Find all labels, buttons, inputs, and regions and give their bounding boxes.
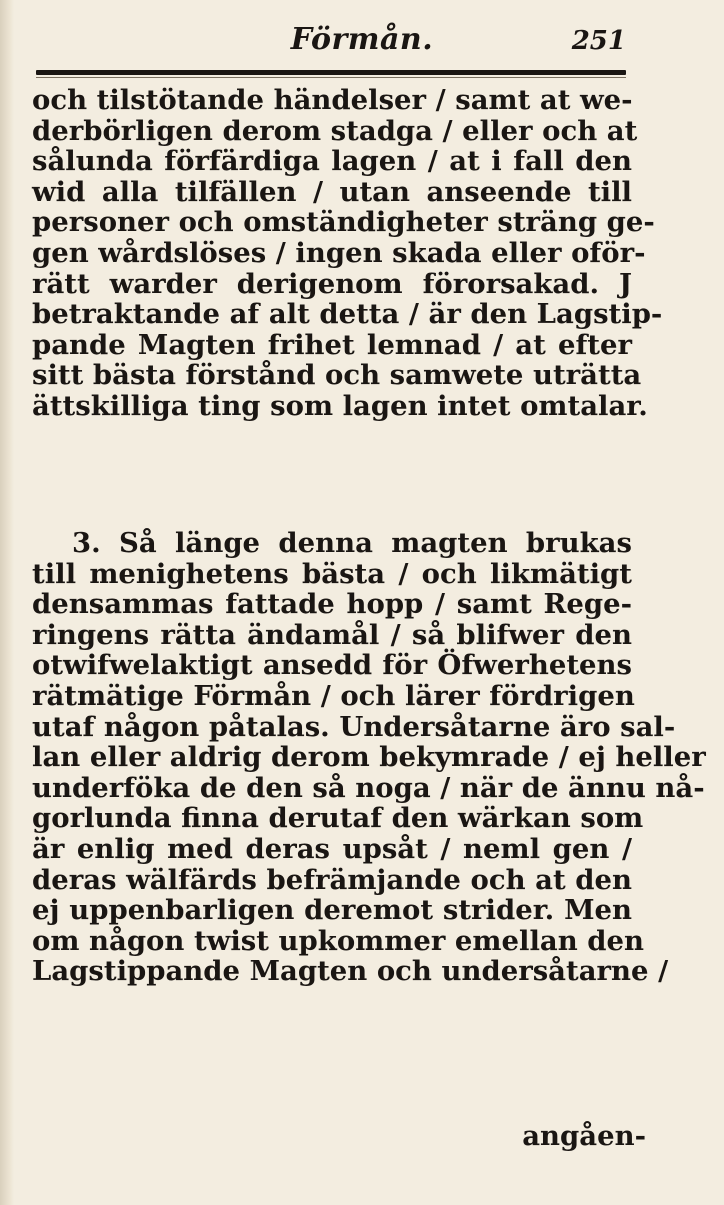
- text-line: underföka de den så noga / när de ännu nå-: [32, 771, 705, 804]
- text-line: utaf någon påtalas. Undersåtarne äro sal-: [32, 710, 676, 743]
- scan-edge-shadow: [0, 0, 14, 1205]
- catchword: angåen-: [522, 1120, 646, 1152]
- paragraph-2: [32, 527, 706, 988]
- text-line: derbörligen derom stadga / eller och at: [32, 114, 638, 147]
- text-line: deras wälfärds befrämjande och at den: [32, 863, 632, 896]
- text-line: rätt warder derigenom förorsakad. J: [32, 267, 632, 300]
- text-line: och tilstötande händelser / samt at we-: [32, 84, 633, 116]
- text-line: 3. Så länge denna magten brukas: [72, 527, 632, 559]
- header-rule: [36, 70, 626, 75]
- text-line: personer och omständigheter sträng ge-: [32, 206, 655, 239]
- text-line: ringens rätta ändamål / så blifwer den: [32, 618, 632, 651]
- text-line: densammas fattade hopp / samt Rege-: [32, 588, 632, 621]
- text-line: betraktande af alt detta / är den Lagstip-: [32, 298, 663, 331]
- header-rule-thin: [36, 77, 626, 78]
- text-line: gorlunda finna derutaf den wärkan som: [32, 802, 644, 835]
- text-line: ej uppenbarligen deremot strider. Men: [32, 894, 632, 927]
- text-line: sitt bästa förstånd och samwete uträtta: [32, 359, 642, 392]
- text-line: ättskilliga ting som lagen intet omtalar.: [32, 389, 648, 422]
- text-line: är enlig med deras upsåt / neml gen /: [32, 832, 632, 865]
- paragraph-1: [32, 84, 663, 422]
- running-head: Förmån.: [290, 22, 434, 57]
- text-line: till menighetens bästa / och likmätigt: [32, 557, 632, 590]
- text-line: rätmätige Förmån / och lärer fördrigen: [32, 679, 635, 712]
- text-line: pande Magten frihet lemnad / at efter: [32, 328, 632, 361]
- text-line: om någon twist upkommer emellan den: [32, 924, 645, 957]
- text-line: gen wårdslöses / ingen skada eller oför-: [32, 236, 646, 269]
- text-line: Lagstippande Magten och undersåtarne /: [32, 955, 669, 988]
- text-line: otwifwelaktigt ansedd för Öfwerhetens: [32, 649, 632, 682]
- text-line: wid alla tilfällen / utan anseende till: [32, 175, 632, 208]
- text-line: lan eller aldrig derom bekymrade / ej heller: [32, 741, 706, 774]
- page-number: 251: [571, 26, 626, 56]
- text-line: sålunda förfärdiga lagen / at i fall den: [32, 145, 632, 178]
